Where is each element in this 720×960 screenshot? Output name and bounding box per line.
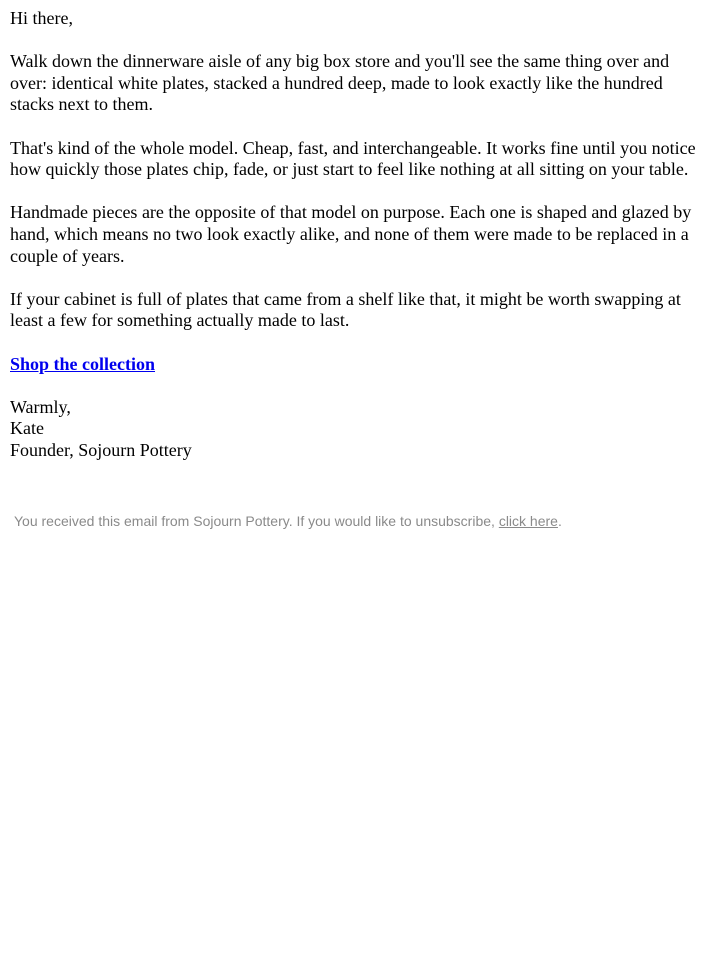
shop-collection-link[interactable]: Shop the collection <box>10 353 156 374</box>
email-footer <box>0 513 720 530</box>
paragraph-handmade: Handmade pieces are the opposite of that model on purpose. Each one is shaped and glazed by hand, which means no two look exactly alike, and none of them were made to be replaced in a couple of years. <box>10 202 692 266</box>
signoff-name: Kate <box>10 418 44 439</box>
unsubscribe-link[interactable]: click here <box>498 513 558 530</box>
greeting: Hi there, <box>10 8 73 28</box>
cta-paragraph <box>10 354 710 376</box>
paragraph-big-box-aisle: Walk down the dinnerware aisle of any big box store and you'll see the same thing over and over: identical white plates, stacked a hundred deep, made to look exactly like the hundred stacks next to them. <box>10 51 670 115</box>
paragraph-cabinet: If your cabinet is full of plates that came from a shelf like that, it might be worth swapping at least a few for something actually made to last. <box>10 288 681 331</box>
signoff-title: Founder, Sojourn Pottery <box>10 439 192 460</box>
paragraph-whole-model: That's kind of the whole model. Cheap, fast, and interchangeable. It works fine until you notice how quickly those plates chip, fade, or just start to feel like nothing at all sitting on your table. <box>10 137 696 180</box>
signoff <box>10 397 710 462</box>
footer-trailing: . <box>557 513 562 530</box>
email-body <box>0 0 720 461</box>
footer-text: You received this email from Sojourn Pottery. If you would like to unsubscribe, <box>14 513 499 530</box>
signoff-closing: Warmly, <box>10 396 71 417</box>
